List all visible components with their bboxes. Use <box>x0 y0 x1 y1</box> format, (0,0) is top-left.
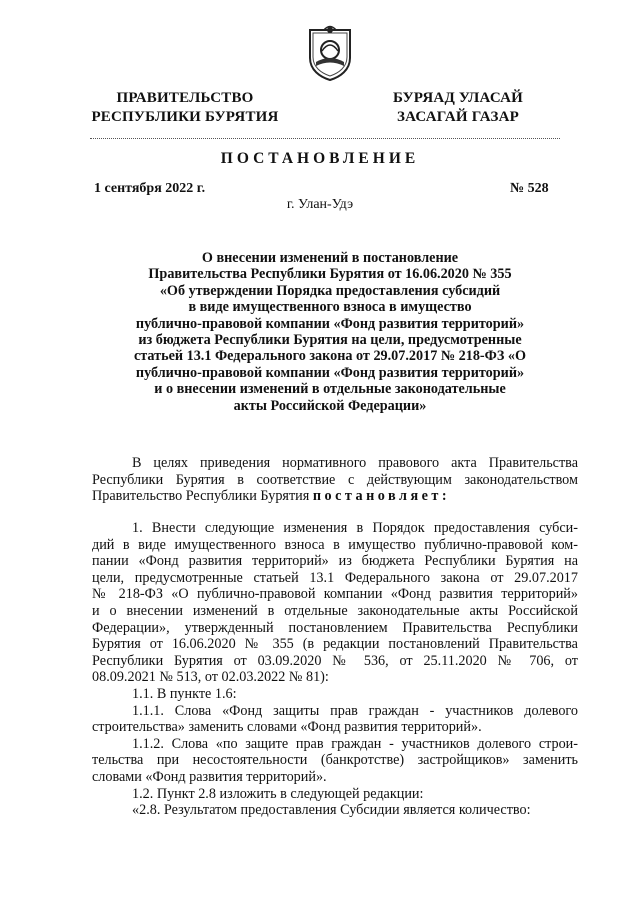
item-1-1-2-line: тельства при несостоятельности (банкротстве) застройщиков» заменить <box>92 752 578 769</box>
subject-line: акты Российской Федерации» <box>233 397 427 414</box>
subject-line: из бюджета Республики Бурятия на цели, предусмотренные <box>138 332 522 349</box>
item-1-1-2-line: словами «Фонд развития территорий». <box>92 768 327 785</box>
preamble-line: Республики Бурятия в соответствие с действующим законодательством <box>92 471 578 488</box>
preamble-line-text: Правительство Республики Бурятия <box>92 488 310 505</box>
document-subject <box>100 250 560 414</box>
document-city: г. Улан-Удэ <box>286 197 354 212</box>
item-1-line: 08.09.2021 № 513, от 02.03.2022 № 81): <box>92 669 329 686</box>
header-left-line2: РЕСПУБЛИКИ БУРЯТИЯ <box>91 109 279 125</box>
item-2-8-line: «2.8. Результатом предоставления Субсидии является количество: <box>132 802 531 819</box>
item-1-line: Республики Бурятия от 03.09.2020 № 536, от 25.11.2020 № 706, от <box>92 652 578 669</box>
subject-line: в виде имущественного взноса в имущество <box>188 299 472 316</box>
item-1-1-2-line: 1.1.2. Слова «по защите прав граждан - участников долевого строи- <box>132 735 578 752</box>
item-1-line: и о внесении изменений в отдельные законодательные акты Российской <box>92 602 578 619</box>
item-1-1-1-line: 1.1.1. Слова «Фонд защиты прав граждан - участников долевого <box>132 702 578 719</box>
preamble-line3 <box>92 488 578 505</box>
header-left-line1: ПРАВИТЕЛЬСТВО <box>116 90 254 106</box>
item-1-line: дий в виде имущественного взноса в имущество публично-правовой ком- <box>92 536 578 553</box>
item-1-line: 1. Внести следующие изменения в Порядок предоставления субси- <box>132 520 578 536</box>
resolves-word: постановляет: <box>312 488 451 505</box>
header-right-line2: ЗАСАГАЙ ГАЗАР <box>397 109 519 125</box>
document-number: № 528 <box>510 181 549 196</box>
item-1-paragraph <box>92 520 578 819</box>
item-1-2-line: 1.2. Пункт 2.8 изложить в следующей редакции: <box>132 785 424 802</box>
item-1-line: пании «Фонд развития территорий» из бюджета Республики Бурятия на <box>92 553 578 570</box>
preamble-line: В целях приведения нормативного правового акта Правительства <box>132 455 578 471</box>
subject-line: статьей 13.1 Федерального закона от 29.07.2017 № 218-ФЗ «О <box>133 348 527 365</box>
item-1-line: цели, предусмотренные статьей 13.1 Федерального закона от 29.07.2017 <box>92 569 578 586</box>
header-right-line1: БУРЯАД УЛАСАЙ <box>392 90 524 106</box>
document-type-title: ПОСТАНОВЛЕНИЕ <box>220 150 420 167</box>
subject-line: и о внесении изменений в отдельные законодательные <box>154 381 506 398</box>
subject-line: О внесении изменений в постановление <box>201 250 459 266</box>
subject-line: Правительства Республики Бурятия от 16.06.2020 № 355 <box>148 266 512 283</box>
subject-line: публично-правовой компании «Фонд развития территорий» <box>135 364 525 381</box>
government-name-buryat <box>348 89 568 127</box>
item-1-line: № 218-ФЗ «О публично-правовой компании «Фонд развития территорий» <box>92 586 578 603</box>
coat-of-arms-emblem <box>304 24 356 82</box>
item-1-line: Федерации», утвержденный постановлением Правительства Республики <box>92 619 578 636</box>
government-name-russian <box>70 89 300 127</box>
preamble-paragraph <box>92 455 578 505</box>
item-1-1-1-line: строительства» заменить словами «Фонд развития территорий». <box>92 719 482 736</box>
header-divider <box>90 138 560 139</box>
subject-line: публично-правовой компании «Фонд развития территорий» <box>135 315 525 332</box>
document-date: 1 сентября 2022 г. <box>94 181 206 196</box>
subject-line: «Об утверждении Порядка предоставления субсидий <box>159 282 501 299</box>
item-1-line: Бурятия от 16.06.2020 № 355 (в редакции постановлений Правительства <box>92 636 578 653</box>
item-1-1-line: 1.1. В пункте 1.6: <box>132 685 237 702</box>
